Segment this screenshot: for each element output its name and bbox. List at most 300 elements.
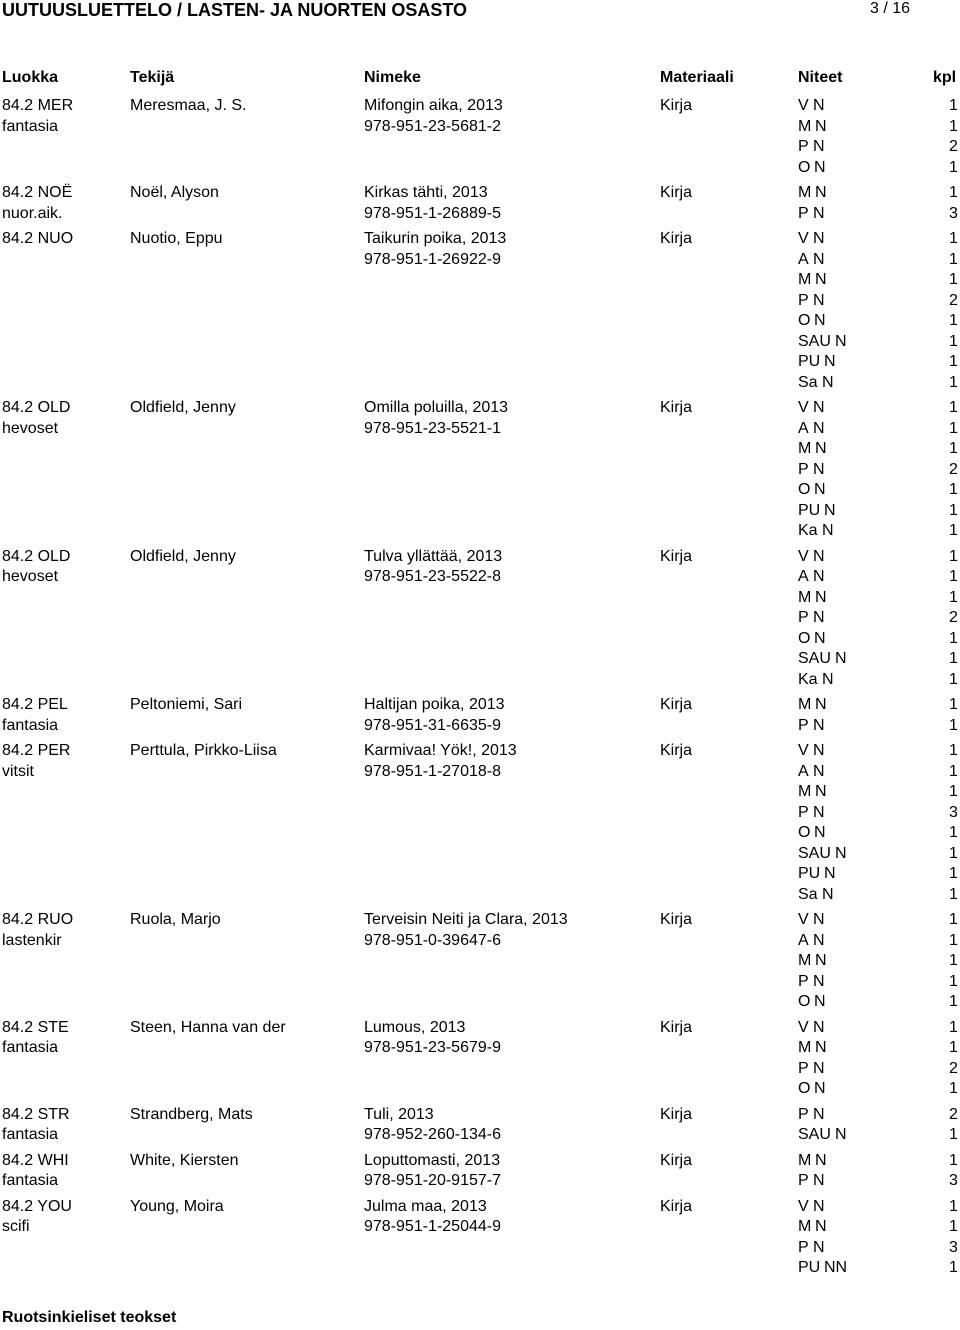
entry-title: Loputtomasti, 2013 [364,1151,501,1169]
entry-row [0,398,960,419]
copy-location-code: V [798,97,809,114]
copy-location-code: P [798,803,809,821]
copy-status: N [835,332,847,350]
copy-status: N [822,522,834,539]
entry-row [0,270,960,291]
copy-location-code: O [798,824,811,841]
copy-location-code: P [798,1172,809,1189]
copy-status: N [835,844,847,862]
entry-genre: hevoset [2,568,59,585]
entry-row [0,1217,960,1238]
entry-class: 84.2 STE [2,1018,69,1036]
copy-status: N [835,650,847,667]
entry-isbn: 978-951-23-5679-9 [364,1039,501,1056]
copy-count: 1 [949,696,958,713]
entry-class: 84.2 NOË [2,184,73,201]
copy-count: 1 [949,97,958,114]
copy-location-code: O [798,158,811,176]
copy-location-code: O [798,1080,811,1097]
copy-status: N [813,1238,825,1256]
copy-location-code: M [798,696,812,713]
entry-row [0,1125,960,1146]
entry-author: Peltoniemi, Sari [130,696,243,713]
copy-location-code: M [798,952,812,969]
copy-location-code: M [798,1218,812,1235]
entry-row [0,183,960,204]
copy-status: N [813,568,825,585]
entry-row [0,332,960,353]
entry-row [0,649,960,670]
entry-row [0,608,960,629]
entry-class: 84.2 WHI [2,1151,69,1169]
copy-location-code: A [798,762,809,780]
entry-row [0,885,960,906]
entry-title: Haltijan poika, 2013 [364,696,505,713]
copy-location-code: A [798,419,809,437]
entry-class: 84.2 NUO [2,230,74,247]
entry-row [0,250,960,271]
copy-status: N [813,931,825,949]
copy-location-code: Ka [798,670,818,688]
entry-row [0,588,960,609]
copy-status: N [813,1197,825,1215]
copy-location-code: PU [798,353,821,370]
copy-count: 3 [949,204,958,222]
entry-row [0,1059,960,1080]
entry-isbn: 978-951-23-5521-1 [364,419,501,437]
copy-location-code: SAU [798,332,831,350]
entry-row [0,311,960,332]
entry-row [0,1258,960,1279]
copy-status: N [815,1151,827,1169]
copy-location-code: P [798,460,809,478]
copy-count: 1 [949,117,958,135]
copy-location-code: P [798,204,809,222]
copy-count: 1 [949,1197,958,1215]
entry-row [0,521,960,542]
entry-class: 84.2 RUO [2,911,74,928]
entry-row [0,1079,960,1100]
entry-title: Tuli, 2013 [364,1105,434,1123]
copy-status: N [813,1059,825,1077]
entry-row [0,716,960,737]
copy-count: 1 [949,824,958,841]
copy-count: 1 [949,972,958,990]
entry-row [0,823,960,844]
entry-row [0,1151,960,1172]
copy-location-code: M [798,1151,812,1169]
copy-status: N [813,419,825,437]
entry-row [0,762,960,783]
copy-status: N [815,440,827,457]
entry-row [0,373,960,394]
entry-row [0,352,960,373]
entry-title: Omilla poluilla, 2013 [364,399,509,416]
entry-row [0,1238,960,1259]
copy-count: 1 [949,1018,958,1036]
entry-isbn: 978-951-1-27018-8 [364,762,501,780]
entry-row [0,741,960,762]
entry-isbn: 978-951-23-5681-2 [364,117,501,135]
copy-status: N [815,588,827,606]
copy-count: 3 [949,1238,958,1256]
copy-count: 1 [949,353,958,370]
entry-row [0,864,960,885]
entry-material: Kirja [660,696,693,713]
copy-status: N [815,783,827,800]
copy-status: N [822,885,834,903]
copy-status: N [815,117,827,135]
copy-count: 1 [949,230,958,247]
entry-row [0,931,960,952]
copy-count: 1 [949,844,958,862]
copy-status: N [813,1018,825,1036]
copy-status: N [813,716,825,734]
copy-count: 1 [949,440,958,457]
entry-row [0,803,960,824]
entry-genre: hevoset [2,419,59,437]
copy-count: 1 [949,250,958,268]
entry-material: Kirja [660,184,693,201]
entry-row [0,460,960,481]
copy-count: 2 [949,138,958,155]
copy-count: 1 [949,1218,958,1235]
copy-count: 1 [949,1151,958,1169]
copy-status: N [824,501,836,519]
copy-location-code: A [798,568,809,585]
entry-row [0,972,960,993]
copy-count: 1 [949,419,958,437]
catalog-entry [0,398,960,542]
catalog-entry [0,547,960,691]
copy-status: N [824,865,836,882]
entry-row [0,782,960,803]
entry-material: Kirja [660,230,693,247]
entry-row [0,1105,960,1126]
entry-row [0,501,960,522]
copy-count: 1 [949,716,958,734]
copy-location-code: PU [798,1259,821,1276]
entry-row [0,695,960,716]
entry-author: Ruola, Marjo [130,911,221,928]
catalog-entry [0,96,960,178]
entry-author: Nuotio, Eppu [130,230,223,247]
copy-status: N [813,972,825,990]
entry-material: Kirja [660,399,693,416]
entry-material: Kirja [660,1105,693,1123]
copy-status: N [813,230,825,247]
copy-count: 1 [949,650,958,667]
copy-location-code: Ka [798,522,818,539]
entry-material: Kirja [660,742,693,759]
copy-status: N [813,609,825,626]
entry-row [0,117,960,138]
copy-status: N [813,742,825,759]
copy-location-code: V [798,1018,809,1036]
entry-row [0,480,960,501]
copy-count: 1 [949,911,958,928]
column-headers [0,68,960,89]
entry-author: Meresmaa, J. S. [130,97,247,114]
entry-genre: lastenkir [2,931,62,949]
copy-location-code: V [798,1197,809,1215]
copy-count: 2 [949,609,958,626]
copy-location-code: M [798,117,812,135]
copy-status: N [815,1218,827,1235]
entry-genre: vitsit [2,762,34,780]
entry-row [0,137,960,158]
entry-row [0,951,960,972]
copy-status: N [815,184,827,201]
copy-count: 1 [949,762,958,780]
copy-count: 1 [949,399,958,416]
copy-count: 1 [949,312,958,329]
catalog-entry [0,695,960,736]
entry-author: Oldfield, Jenny [130,399,236,416]
entry-material: Kirja [660,547,693,565]
entry-author: White, Kiersten [130,1151,239,1169]
copy-count: 3 [949,1172,958,1189]
entry-row [0,439,960,460]
copy-location-code: V [798,547,809,565]
copy-count: 1 [949,1080,958,1097]
copy-count: 1 [949,547,958,565]
entry-author: Oldfield, Jenny [130,547,236,565]
entry-author: Perttula, Pirkko-Liisa [130,742,277,759]
entry-title: Mifongin aika, 2013 [364,97,503,114]
copy-location-code: M [798,588,812,606]
entry-genre: fantasia [2,716,59,734]
entry-isbn: 978-951-31-6635-9 [364,716,501,734]
column-header-luokka: Luokka [2,69,59,86]
copy-status: N [814,1080,826,1097]
copy-location-code: O [798,481,811,498]
copy-count: 1 [949,184,958,201]
copy-status: N [813,97,825,114]
entry-row [0,1197,960,1218]
catalog-entry [0,1105,960,1146]
copy-location-code: M [798,184,812,201]
entry-row [0,1171,960,1192]
copy-location-code: P [798,1105,809,1123]
copy-count: 1 [949,588,958,606]
copy-status: N [813,399,825,416]
copy-count: 1 [949,271,958,288]
copy-status: N [835,1126,847,1143]
catalog-entry [0,1018,960,1100]
copy-location-code: V [798,230,809,247]
copy-count: 3 [949,803,958,821]
entry-isbn: 978-951-0-39647-6 [364,931,501,949]
entry-row [0,419,960,440]
entry-author: Young, Moira [130,1197,224,1215]
copy-status: N [814,824,826,841]
copy-location-code: V [798,399,809,416]
copy-status: NN [824,1259,848,1276]
copy-location-code: M [798,440,812,457]
entry-isbn: 978-951-20-9157-7 [364,1172,501,1189]
copy-count: 1 [949,158,958,176]
entry-row [0,291,960,312]
entry-class: 84.2 OLD [2,399,71,416]
entry-isbn: 978-952-260-134-6 [364,1126,501,1143]
copy-status: N [815,696,827,713]
copy-location-code: P [798,138,809,155]
copy-location-code: PU [798,865,821,882]
catalog-entry [0,741,960,905]
entry-class: 84.2 PEL [2,696,68,713]
copy-status: N [813,547,825,565]
copy-status: N [813,803,825,821]
copy-location-code: O [798,993,811,1010]
entry-class: 84.2 OLD [2,547,71,565]
entry-title: Taikurin poika, 2013 [364,230,507,247]
copy-location-code: Sa [798,373,818,391]
entry-material: Kirja [660,1151,693,1169]
copy-status: N [815,271,827,288]
copy-count: 2 [949,291,958,309]
catalog-entries [0,96,960,1279]
copy-count: 1 [949,568,958,585]
entry-author: Strandberg, Mats [130,1105,253,1123]
catalog-entry [0,1197,960,1279]
entry-row [0,204,960,225]
entry-title: Tulva yllättää, 2013 [364,547,503,565]
copy-location-code: PU [798,501,821,519]
copy-count: 2 [949,460,958,478]
copy-location-code: P [798,716,809,734]
entry-row [0,629,960,650]
entry-class: 84.2 PER [2,742,71,759]
copy-status: N [824,353,836,370]
column-header-nimeke: Nimeke [364,69,421,86]
entry-row [0,547,960,568]
catalog-entry [0,1151,960,1192]
entry-row [0,992,960,1013]
copy-status: N [814,481,826,498]
copy-location-code: M [798,1039,812,1056]
copy-location-code: O [798,629,811,647]
entry-row [0,1018,960,1039]
copy-status: N [813,460,825,478]
copy-count: 1 [949,742,958,759]
entry-row [0,229,960,250]
copy-status: N [813,291,825,309]
copy-count: 1 [949,952,958,969]
entry-genre: fantasia [2,117,59,135]
entry-row [0,1038,960,1059]
copy-location-code: V [798,742,809,759]
copy-status: N [822,670,834,688]
catalog-entry [0,910,960,1013]
copy-location-code: M [798,783,812,800]
copy-count: 1 [949,373,958,391]
copy-status: N [813,250,825,268]
copy-location-code: P [798,1238,809,1256]
copy-location-code: V [798,911,809,928]
entry-row [0,844,960,865]
entry-isbn: 978-951-23-5522-8 [364,568,501,585]
entry-material: Kirja [660,1018,693,1036]
entry-title: Terveisin Neiti ja Clara, 2013 [364,911,568,928]
copy-status: N [813,204,825,222]
entry-material: Kirja [660,1197,693,1215]
copy-count: 1 [949,670,958,688]
copy-status: N [813,762,825,780]
entry-isbn: 978-951-1-25044-9 [364,1218,501,1235]
copy-count: 1 [949,865,958,882]
copy-status: N [813,1172,825,1189]
section-heading: Ruotsinkieliset teokset [2,1309,177,1326]
copy-count: 1 [949,629,958,647]
copy-status: N [815,952,827,969]
copy-location-code: A [798,931,809,949]
entry-material: Kirja [660,911,693,928]
copy-count: 1 [949,1126,958,1143]
copy-location-code: A [798,250,809,268]
page-number: 3 / 16 [870,0,911,17]
copy-location-code: O [798,312,811,329]
entry-genre: scifi [2,1218,30,1235]
entry-row [0,158,960,179]
entry-row [0,96,960,117]
copy-count: 1 [949,783,958,800]
copy-count: 1 [949,1039,958,1056]
column-header-niteet: Niteet [798,69,843,86]
copy-location-code: SAU [798,844,831,862]
entry-row [0,670,960,691]
entry-isbn: 978-951-1-26889-5 [364,204,501,222]
copy-count: 1 [949,885,958,903]
catalog-entry [0,229,960,393]
entry-class: 84.2 MER [2,97,74,114]
copy-status: N [814,158,826,176]
entry-class: 84.2 STR [2,1105,70,1123]
entry-title: Karmivaa! Yök!, 2013 [364,742,517,759]
column-header-kpl: kpl [933,69,957,86]
copy-status: N [814,312,826,329]
entry-row [0,567,960,588]
entry-author: Noël, Alyson [130,184,219,201]
entry-title: Kirkas tähti, 2013 [364,184,488,201]
entry-row [0,910,960,931]
entry-author: Steen, Hanna van der [130,1018,286,1036]
copy-status: N [813,1105,825,1123]
copy-location-code: P [798,972,809,990]
entry-isbn: 978-951-1-26922-9 [364,250,501,268]
copy-count: 1 [949,931,958,949]
entry-genre: nuor.aik. [2,204,63,222]
copy-status: N [822,373,834,391]
copy-count: 1 [949,993,958,1010]
entry-genre: fantasia [2,1126,59,1143]
copy-status: N [815,1039,827,1056]
catalog-entry [0,183,960,224]
copy-status: N [814,629,826,647]
copy-status: N [814,993,826,1010]
column-header-tekija: Tekijä [130,69,175,86]
entry-title: Julma maa, 2013 [364,1197,487,1215]
entry-genre: fantasia [2,1039,59,1056]
copy-location-code: P [798,1059,809,1077]
copy-status: N [813,911,825,928]
copy-location-code: SAU [798,650,831,667]
entry-class: 84.2 YOU [2,1197,72,1215]
copy-count: 1 [949,501,958,519]
copy-count: 1 [949,1259,958,1276]
copy-location-code: M [798,271,812,288]
copy-location-code: SAU [798,1126,831,1143]
